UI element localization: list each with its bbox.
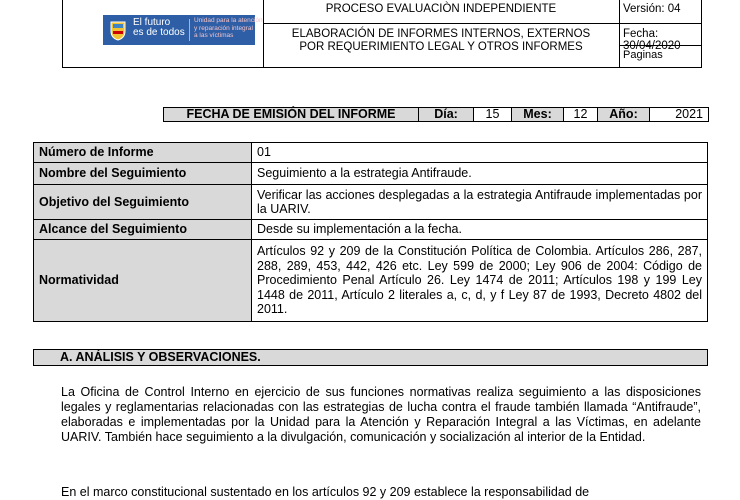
entity-logo — [103, 15, 263, 45]
issue-date-row — [163, 107, 709, 122]
info-value: Seguimiento a la estrategia Antifraude. — [252, 163, 708, 185]
info-label: Nombre del Seguimiento — [34, 163, 252, 185]
month-value: 12 — [564, 108, 598, 121]
document-header — [62, 0, 702, 68]
coat-of-arms-icon — [109, 19, 127, 41]
process-title: PROCESO EVALUACIÒN INDEPENDIENTE — [325, 3, 557, 15]
logo-cell — [63, 0, 264, 67]
section-a-title: A. ANÁLISIS Y OBSERVACIONES. — [33, 349, 708, 366]
version: Versión: 04 — [623, 3, 681, 15]
doc-title: ELABORACIÓN DE INFORMES INTERNOS, EXTERNOS POR REQUERIMIENTO LEGAL Y OTROS INFORMES — [291, 28, 591, 53]
section-a-paragraph-2: En el marco constitucional sustentado en los artículos 92 y 209 establece la responsabilidad de — [61, 485, 590, 499]
table-row — [34, 220, 708, 240]
info-value: Verificar las acciones desplegadas a la estrategia Antifraude implementadas por la UARIV. — [252, 185, 708, 220]
logo-text-main: El futuro es de todos — [133, 17, 185, 38]
info-value: 01 — [252, 143, 708, 163]
info-label: Alcance del Seguimiento — [34, 220, 252, 240]
doc-meta — [619, 0, 701, 67]
logo-text-unit: Unidad para la atención y reparación integral a las víctimas — [194, 17, 263, 39]
pages: Paginas — [623, 49, 663, 61]
version-row — [619, 0, 701, 24]
date-row — [619, 23, 701, 52]
day-label: Día: — [419, 108, 474, 121]
table-row — [34, 185, 708, 220]
table-row — [34, 143, 708, 163]
year-label: Año: — [598, 108, 650, 121]
date: Fecha: 30/04/2020 — [623, 28, 681, 52]
table-row — [34, 240, 708, 322]
year-value: 2021 — [675, 107, 703, 121]
info-label: Objetivo del Seguimiento — [34, 185, 252, 220]
info-value: Desde su implementación a la fecha. — [252, 220, 708, 240]
report-info-table — [33, 142, 708, 322]
info-label: Número de Informe — [34, 143, 252, 163]
table-row — [34, 163, 708, 185]
section-a-paragraph-1: La Oficina de Control Interno en ejercicio de sus funciones normativas realiza seguimiento a las disposiciones legales y reglamentarias relacionadas con las estrategias de lucha contra el fraude también llamada “Antifraude”, elaboradas e implementadas por la Unidad para la Atención y Reparación Integral a las Víctimas, en adelante UARIV. También hace seguimiento a la divulgación, comunicación y socialización al interior de la Entidad. — [61, 385, 701, 444]
issue-date-label: FECHA DE EMISIÓN DEL INFORME — [164, 108, 419, 121]
month-label: Mes: — [512, 108, 564, 121]
pages-row — [619, 45, 701, 67]
info-value: Artículos 92 y 209 de la Constitución Política de Colombia. Artículos 286, 287, 288, 289, 453, 442, 426 etc. Ley 599 de 2000; Ley 906 de 2004: Código de Procedimiento Penal Artículo 26. Ley 1474 de 2011; Artículos 198 y 199 Ley 1448 de 2011, Artículo 2 literales a, c, d, y f Ley 87 de 1993, Decreto 4802 del 2011. — [252, 240, 708, 322]
day-value: 15 — [474, 108, 512, 121]
logo-divider — [189, 19, 190, 41]
title-cell — [263, 0, 620, 67]
info-label: Normatividad — [34, 240, 252, 322]
process-title-row — [263, 0, 619, 24]
